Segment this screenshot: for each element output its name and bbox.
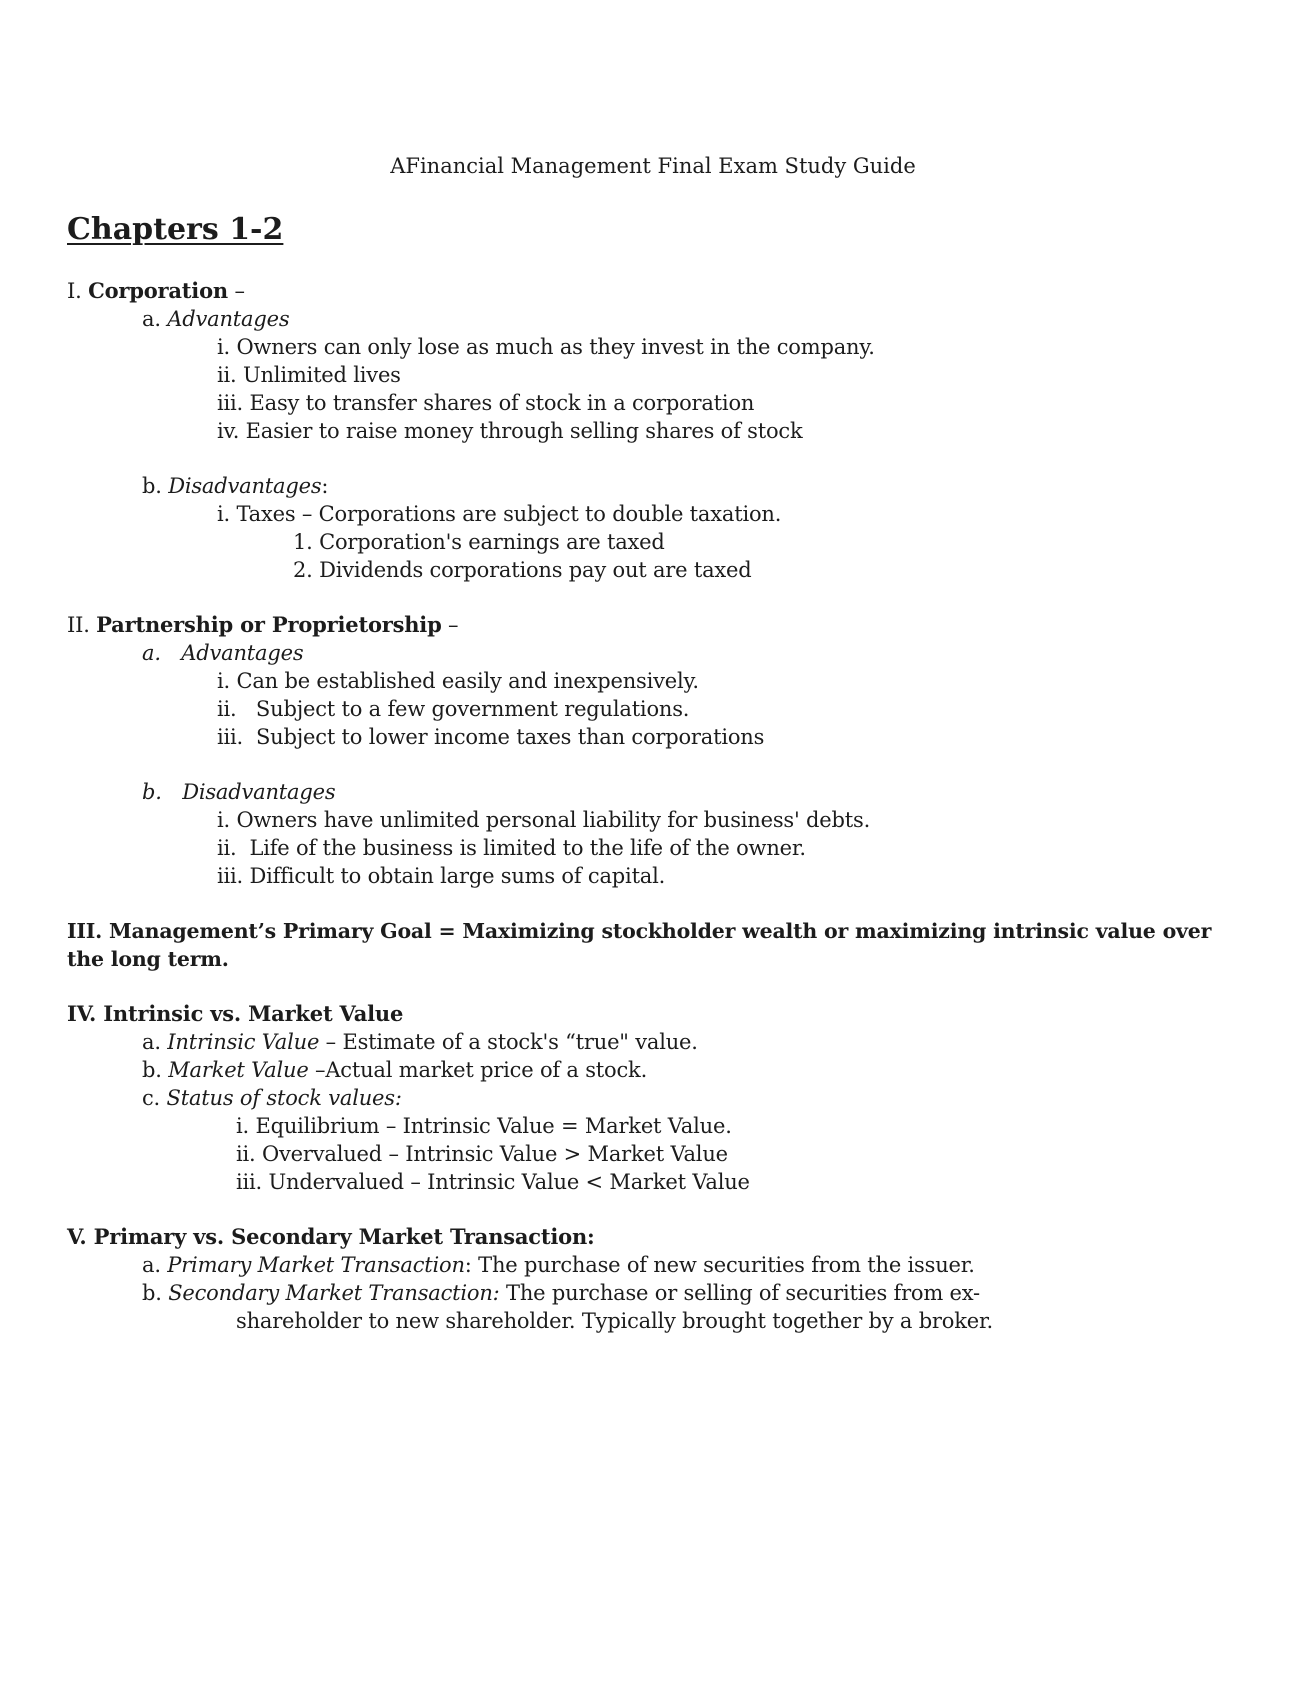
- list-marker: a.: [142, 1030, 161, 1054]
- document-title: AFinancial Management Final Exam Study Guide: [390, 154, 916, 178]
- colon: :: [321, 474, 329, 498]
- list-item: iii. Subject to lower income taxes than corporations: [217, 725, 765, 749]
- section-4-item-b: [142, 1057, 647, 1083]
- sub-list-item: i. Equilibrium – Intrinsic Value = Market Value.: [236, 1114, 732, 1138]
- term-label: Primary Market Transaction: [167, 1253, 465, 1277]
- list-item: i. Can be established easily and inexpensively.: [217, 669, 699, 693]
- section-5-item-b-continuation: shareholder to new shareholder. Typically brought together by a broker.: [236, 1309, 993, 1333]
- list-marker: a.: [142, 1253, 161, 1277]
- section-2-disadvantages-label: [142, 779, 335, 805]
- section-1-heading: [67, 278, 245, 304]
- term-definition: –Actual market price of a stock.: [308, 1058, 648, 1082]
- section-1-disadvantages-label: [142, 473, 328, 499]
- list-marker: b.: [142, 780, 162, 804]
- term-label: Secondary Market Transaction:: [168, 1281, 500, 1305]
- term-label: Intrinsic Value: [167, 1030, 320, 1054]
- advantages-label: Advantages: [167, 307, 290, 331]
- list-item: i. Taxes – Corporations are subject to double taxation.: [217, 502, 782, 526]
- section-4-item-c: [142, 1085, 402, 1111]
- section-1-dash: –: [227, 279, 245, 303]
- sub-list-item: 2. Dividends corporations pay out are taxed: [293, 558, 752, 582]
- term-definition: The purchase or selling of securities from ex-: [499, 1281, 980, 1305]
- section-2-heading: [67, 612, 458, 638]
- section-5-heading: V. Primary vs. Secondary Market Transaction:: [67, 1224, 595, 1249]
- list-item: iii. Easy to transfer shares of stock in a corporation: [217, 391, 755, 415]
- section-1-title: Corporation: [88, 278, 228, 303]
- sub-list-item: 1. Corporation's earnings are taxed: [293, 530, 665, 554]
- list-item: ii. Subject to a few government regulations.: [217, 697, 690, 721]
- term-label: Market Value: [168, 1058, 309, 1082]
- section-3-heading-line-2: the long term.: [67, 947, 229, 971]
- section-1-number: I.: [67, 279, 82, 303]
- list-item: iii. Difficult to obtain large sums of capital.: [217, 864, 666, 888]
- section-2-number: II.: [67, 613, 90, 637]
- section-1-advantages-label: [142, 306, 289, 332]
- section-2-dash: –: [441, 613, 459, 637]
- term-label: Status of stock values:: [166, 1086, 402, 1110]
- term-definition: – Estimate of a stock's “true" value.: [319, 1030, 698, 1054]
- section-3-heading-line-1: III. Management’s Primary Goal = Maximizing stockholder wealth or maximizing intrinsic value over: [67, 919, 1212, 943]
- chapters-heading: Chapters 1-2: [67, 212, 284, 247]
- section-5-item-b: [142, 1280, 980, 1306]
- disadvantages-label: Disadvantages: [168, 474, 322, 498]
- list-marker: a.: [142, 307, 161, 331]
- sub-list-item: ii. Overvalued – Intrinsic Value > Market Value: [236, 1142, 728, 1166]
- advantages-label: Advantages: [181, 641, 304, 665]
- list-item: i. Owners can only lose as much as they invest in the company.: [217, 335, 875, 359]
- section-2-title: Partnership or Proprietorship: [96, 612, 442, 637]
- disadvantages-label: Disadvantages: [182, 780, 336, 804]
- sub-list-item: iii. Undervalued – Intrinsic Value < Market Value: [236, 1170, 750, 1194]
- list-marker: b.: [142, 474, 162, 498]
- list-marker: a.: [142, 641, 161, 665]
- list-item: iv. Easier to raise money through selling shares of stock: [217, 419, 803, 443]
- section-2-advantages-label: [142, 640, 303, 666]
- term-definition: : The purchase of new securities from the issuer.: [464, 1253, 975, 1277]
- list-marker: b.: [142, 1281, 162, 1305]
- list-marker: b.: [142, 1058, 162, 1082]
- section-5-item-a: [142, 1252, 975, 1278]
- list-marker: c.: [142, 1086, 161, 1110]
- list-item: ii. Unlimited lives: [217, 363, 401, 387]
- list-item: i. Owners have unlimited personal liability for business' debts.: [217, 808, 871, 832]
- section-4-heading: IV. Intrinsic vs. Market Value: [67, 1001, 404, 1026]
- section-4-item-a: [142, 1029, 698, 1055]
- list-item: ii. Life of the business is limited to the life of the owner.: [217, 836, 806, 860]
